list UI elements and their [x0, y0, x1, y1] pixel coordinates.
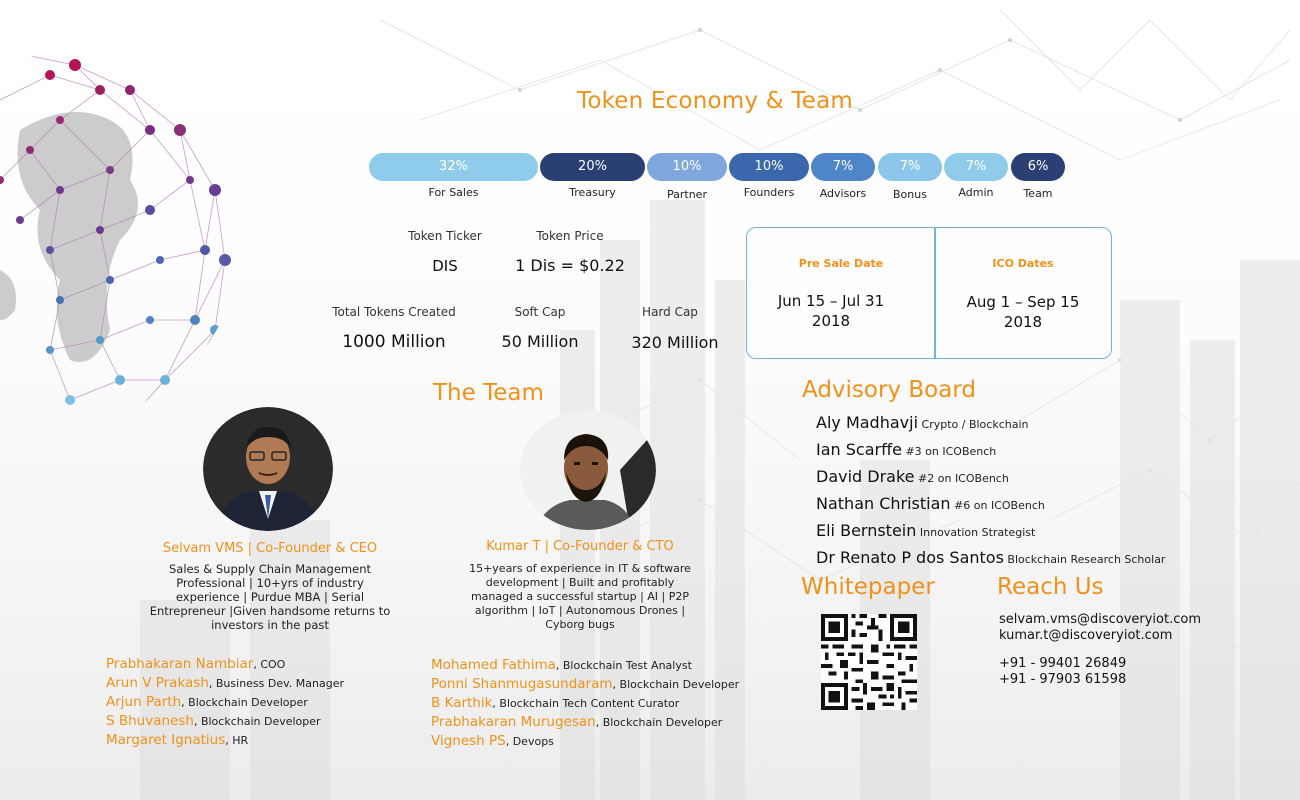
- member-name: Vignesh PS: [431, 733, 506, 749]
- advisor-role: Innovation Strategist: [916, 526, 1036, 539]
- member-name: B Karthik: [431, 695, 493, 711]
- member-role: , Blockchain Developer: [612, 678, 740, 691]
- pill-bonus: 7%: [878, 153, 942, 181]
- page-title: Token Economy & Team: [576, 88, 853, 114]
- contact-phones: [999, 656, 1289, 688]
- cto-desc-line: development | Built and profitably: [485, 576, 675, 589]
- list-item: [106, 731, 426, 750]
- ico-date-line1: Aug 1 – Sep 15: [966, 293, 1080, 311]
- total-tokens-value: 1000 Million: [342, 332, 446, 352]
- pill-founders: 10%: [729, 153, 809, 181]
- advisory-section-title: Advisory Board: [802, 377, 976, 403]
- member-role: , Blockchain Tech Content Curator: [492, 697, 680, 710]
- hard-cap-value: 320 Million: [631, 333, 719, 352]
- label-advisors: Advisors: [819, 187, 867, 200]
- list-item: [431, 732, 801, 751]
- soft-cap-value: 50 Million: [501, 332, 579, 351]
- advisor-name: Eli Bernstein: [816, 521, 917, 540]
- member-role: , Devops: [505, 735, 554, 748]
- total-tokens-label: Total Tokens Created: [332, 305, 456, 319]
- member-name: Prabhakaran Murugesan: [431, 714, 596, 730]
- label-partner: Partner: [667, 188, 707, 201]
- pill-treasury: 20%: [540, 153, 645, 181]
- advisor-name: Ian Scarffe: [816, 440, 902, 459]
- team-members-right: [431, 656, 801, 751]
- contact-emails: [999, 612, 1289, 644]
- ceo-avatar: [203, 407, 333, 531]
- list-item: [816, 410, 1276, 437]
- member-name: Arjun Parth: [106, 694, 182, 710]
- ico-date-line2: 2018: [1003, 313, 1043, 331]
- member-role: , Blockchain Developer: [595, 716, 723, 729]
- member-name: Ponni Shanmugasundaram: [431, 676, 613, 692]
- label-admin: Admin: [958, 186, 994, 199]
- list-item: [431, 675, 801, 694]
- soft-cap-label: Soft Cap: [514, 305, 566, 319]
- advisor-role: #3 on ICOBench: [901, 445, 997, 458]
- cto-desc-line: algorithm | IoT | Autonomous Drones |: [474, 604, 686, 617]
- member-name: Margaret Ignatius: [106, 732, 226, 748]
- member-name: Mohamed Fathima: [431, 657, 556, 673]
- whitepaper-qr-code[interactable]: [819, 614, 919, 710]
- list-item: [431, 656, 801, 675]
- cto-desc-line: managed a successful startup | AI | P2P: [470, 590, 690, 603]
- ceo-desc-line: experience | Purdue MBA | Serial: [175, 590, 365, 604]
- label-founders: Founders: [743, 186, 795, 199]
- member-role: , COO: [253, 658, 286, 671]
- ceo-desc-line: investors in the past: [211, 618, 329, 632]
- ceo-name: Selvam VMS | Co-Founder & CEO: [162, 541, 378, 556]
- advisor-name: Aly Madhavji: [816, 413, 919, 432]
- list-item: [816, 464, 1276, 491]
- contact-title: Reach Us: [997, 574, 1104, 600]
- ceo-desc-line: Sales & Supply Chain Management: [169, 562, 371, 576]
- hard-cap-label: Hard Cap: [642, 305, 698, 319]
- advisor-role: Crypto / Blockchain: [918, 418, 1029, 431]
- list-item: [431, 713, 801, 732]
- token-ticker-label: Token Ticker: [408, 229, 482, 243]
- list-item: [816, 518, 1276, 545]
- pill-advisors: 7%: [811, 153, 875, 181]
- member-name: Arun V Prakash: [106, 675, 209, 691]
- email-link[interactable]: selvam.vms@discoveryiot.com: [999, 612, 1201, 627]
- cto-desc-line: 15+years of experience in IT & software: [469, 562, 691, 575]
- advisor-role: Blockchain Research Scholar: [1003, 553, 1166, 566]
- phone-number: +91 - 97903 61598: [999, 672, 1127, 687]
- list-item: [816, 491, 1276, 518]
- advisor-role: #6 on ICOBench: [950, 499, 1045, 512]
- token-price-value: 1 Dis = $0.22: [515, 256, 625, 275]
- presale-date-label: Pre Sale Date: [798, 257, 884, 270]
- pill-partner: 10%: [647, 153, 727, 181]
- member-name: S Bhuvanesh: [106, 713, 194, 729]
- member-role: , HR: [225, 734, 249, 747]
- cto-description: [430, 562, 730, 632]
- member-name: Prabhakaran Nambiar: [106, 656, 254, 672]
- advisor-name: David Drake: [816, 467, 915, 486]
- ceo-desc-line: Entrepreneur |Given handsome returns to: [149, 604, 391, 618]
- token-ticker-value: DIS: [432, 257, 458, 275]
- member-role: , Blockchain Developer: [193, 715, 321, 728]
- ceo-desc-line: Professional | 10+yrs of industry: [176, 576, 364, 590]
- token-price-label: Token Price: [536, 229, 604, 243]
- member-role: , Business Dev. Manager: [208, 677, 344, 690]
- list-item: [106, 712, 426, 731]
- presale-date-line2: 2018: [811, 312, 851, 330]
- list-item: [106, 693, 426, 712]
- team-members-left: [106, 655, 426, 750]
- list-item: [816, 437, 1276, 464]
- label-team: Team: [1023, 187, 1053, 200]
- member-role: , Blockchain Test Analyst: [555, 659, 692, 672]
- label-for-sales: For Sales: [428, 186, 479, 199]
- phone-number: +91 - 99401 26849: [999, 656, 1127, 671]
- ceo-description: [120, 562, 420, 632]
- advisor-role: #2 on ICOBench: [914, 472, 1009, 485]
- list-item: [431, 694, 801, 713]
- list-item: [106, 655, 426, 674]
- presale-date-line1: Jun 15 – Jul 31: [777, 292, 885, 310]
- cto-name: Kumar T | Co-Founder & CTO: [486, 539, 674, 554]
- list-item: [106, 674, 426, 693]
- pill-admin: 7%: [944, 153, 1008, 181]
- email-link[interactable]: kumar.t@discoveryiot.com: [999, 628, 1173, 643]
- list-item: [816, 545, 1276, 572]
- cto-avatar: [520, 410, 656, 530]
- label-bonus: Bonus: [893, 188, 927, 201]
- label-treasury: Treasury: [569, 186, 616, 199]
- cto-desc-line: Cyborg bugs: [545, 618, 615, 631]
- advisor-name: Dr Renato P dos Santos: [816, 548, 1004, 567]
- pill-for-sales: 32%: [369, 153, 538, 181]
- ico-date-label: ICO Dates: [992, 257, 1054, 270]
- whitepaper-title: Whitepaper: [801, 574, 935, 600]
- pill-team: 6%: [1011, 153, 1065, 181]
- member-role: , Blockchain Developer: [181, 696, 308, 709]
- advisor-name: Nathan Christian: [816, 494, 951, 513]
- advisory-members: [816, 410, 1276, 572]
- team-section-title: The Team: [433, 380, 544, 406]
